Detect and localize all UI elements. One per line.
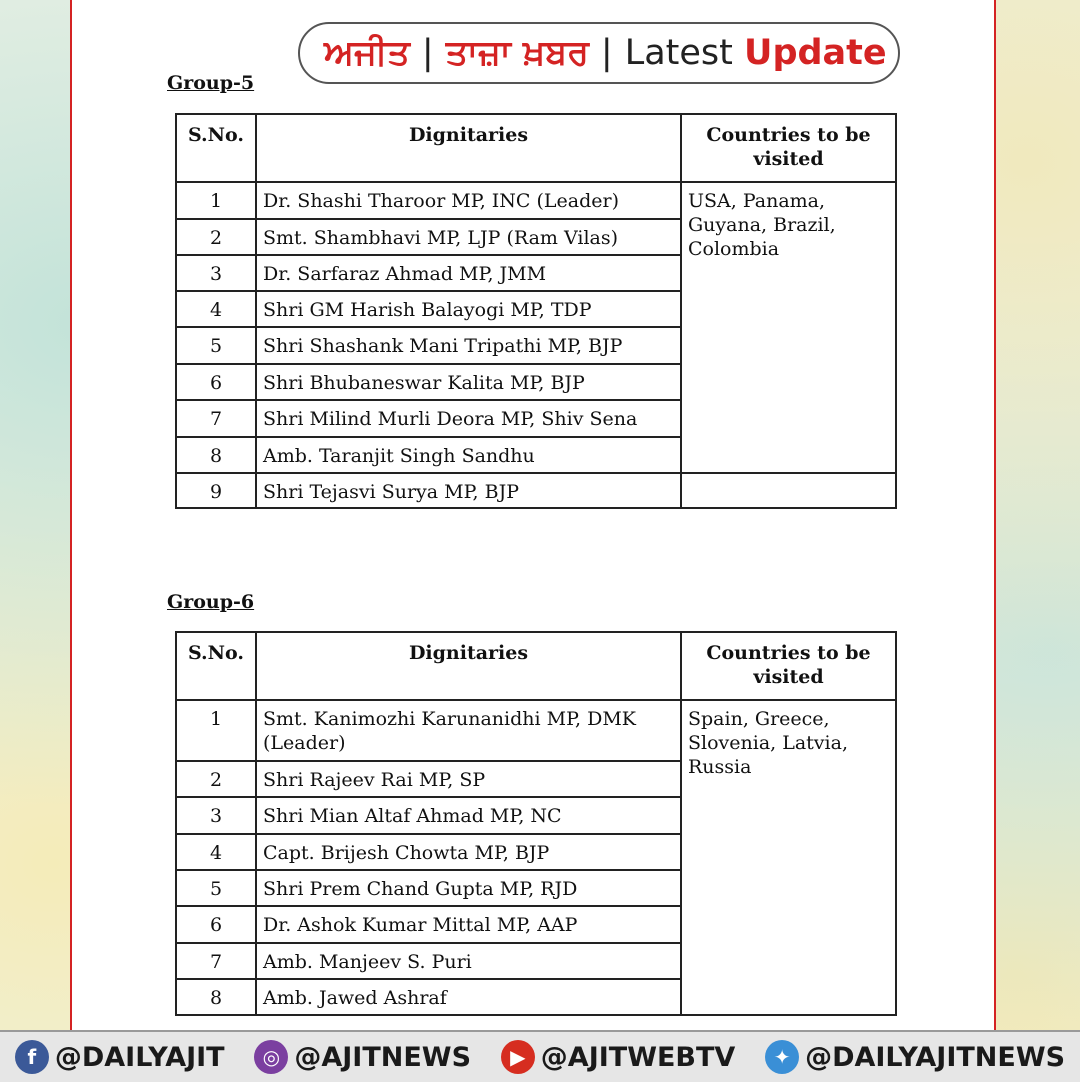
row-sno: 8 [176, 437, 256, 473]
table-row [176, 182, 896, 219]
group-5-title: Group-5 [167, 72, 255, 94]
row-sno: 7 [176, 400, 256, 437]
table-row [176, 473, 896, 508]
logo-latest: Latest [624, 33, 733, 73]
row-dignitary: Shri Tejasvi Surya MP, BJP [256, 473, 681, 508]
row-dignitary: Dr. Shashi Tharoor MP, INC (Leader) [256, 182, 681, 219]
group-5-table [175, 113, 897, 509]
empty-cell [681, 473, 896, 508]
row-dignitary: Dr. Sarfaraz Ahmad MP, JMM [256, 255, 681, 291]
logo-tagline-punjabi: ਤਾਜ਼ਾ ਖ਼ਬਰ [445, 33, 589, 73]
countries-cell: Spain, Greece, Slovenia, Latvia, Russia [681, 700, 896, 1015]
row-sno: 5 [176, 870, 256, 906]
row-dignitary: Shri GM Harish Balayogi MP, TDP [256, 291, 681, 327]
header-sno: S.No. [176, 632, 256, 700]
row-dignitary: Capt. Brijesh Chowta MP, BJP [256, 834, 681, 870]
row-sno: 4 [176, 291, 256, 327]
row-sno: 8 [176, 979, 256, 1015]
instagram-handle: @AJITNEWS [294, 1041, 472, 1073]
youtube-handle: @AJITWEBTV [540, 1041, 736, 1073]
logo-update: Update [744, 33, 887, 73]
row-dignitary: Smt. Kanimozhi Karunanidhi MP, DMK (Leader) [256, 700, 681, 761]
row-dignitary: Shri Bhubaneswar Kalita MP, BJP [256, 364, 681, 400]
row-dignitary: Amb. Taranjit Singh Sandhu [256, 437, 681, 473]
table-row [176, 700, 896, 761]
facebook-icon: f [15, 1040, 49, 1074]
row-dignitary: Amb. Manjeev S. Puri [256, 943, 681, 979]
row-dignitary: Shri Milind Murli Deora MP, Shiv Sena [256, 400, 681, 437]
logo-brand: ਅਜੀਤ [324, 33, 410, 73]
twitter-icon: ✦ [765, 1040, 799, 1074]
header-dignitaries: Dignitaries [256, 114, 681, 182]
row-sno: 6 [176, 364, 256, 400]
header-countries: Countries to be visited [681, 114, 896, 182]
row-dignitary: Shri Shashank Mani Tripathi MP, BJP [256, 327, 681, 364]
instagram-link[interactable] [254, 1040, 471, 1074]
youtube-link[interactable] [501, 1040, 736, 1074]
row-sno: 7 [176, 943, 256, 979]
table-header-row [176, 632, 896, 700]
logo-separator: | [421, 33, 434, 73]
row-sno: 3 [176, 255, 256, 291]
instagram-icon: ◎ [254, 1040, 288, 1074]
row-sno: 3 [176, 797, 256, 834]
facebook-link[interactable] [15, 1040, 225, 1074]
countries-cell: USA, Panama, Guyana, Brazil, Colombia [681, 182, 896, 473]
row-dignitary: Amb. Jawed Ashraf [256, 979, 681, 1015]
row-sno: 2 [176, 761, 256, 797]
logo-separator: | [600, 33, 613, 73]
table-header-row [176, 114, 896, 182]
social-footer [0, 1030, 1080, 1082]
twitter-link[interactable] [765, 1040, 1065, 1074]
row-sno: 6 [176, 906, 256, 943]
header-sno: S.No. [176, 114, 256, 182]
row-sno: 9 [176, 473, 256, 508]
row-sno: 4 [176, 834, 256, 870]
youtube-icon: ▶ [501, 1040, 535, 1074]
ajit-logo-banner [298, 22, 900, 84]
header-dignitaries: Dignitaries [256, 632, 681, 700]
facebook-handle: @DAILYAJIT [54, 1041, 225, 1073]
group-6-title: Group-6 [167, 591, 255, 613]
row-dignitary: Shri Rajeev Rai MP, SP [256, 761, 681, 797]
row-dignitary: Smt. Shambhavi MP, LJP (Ram Vilas) [256, 219, 681, 255]
row-sno: 5 [176, 327, 256, 364]
row-dignitary: Shri Prem Chand Gupta MP, RJD [256, 870, 681, 906]
row-sno: 1 [176, 182, 256, 219]
row-sno: 1 [176, 700, 256, 761]
group-6-table [175, 631, 897, 1016]
header-countries: Countries to be visited [681, 632, 896, 700]
twitter-handle: @DAILYAJITNEWS [805, 1041, 1066, 1073]
row-sno: 2 [176, 219, 256, 255]
row-dignitary: Shri Mian Altaf Ahmad MP, NC [256, 797, 681, 834]
row-dignitary: Dr. Ashok Kumar Mittal MP, AAP [256, 906, 681, 943]
